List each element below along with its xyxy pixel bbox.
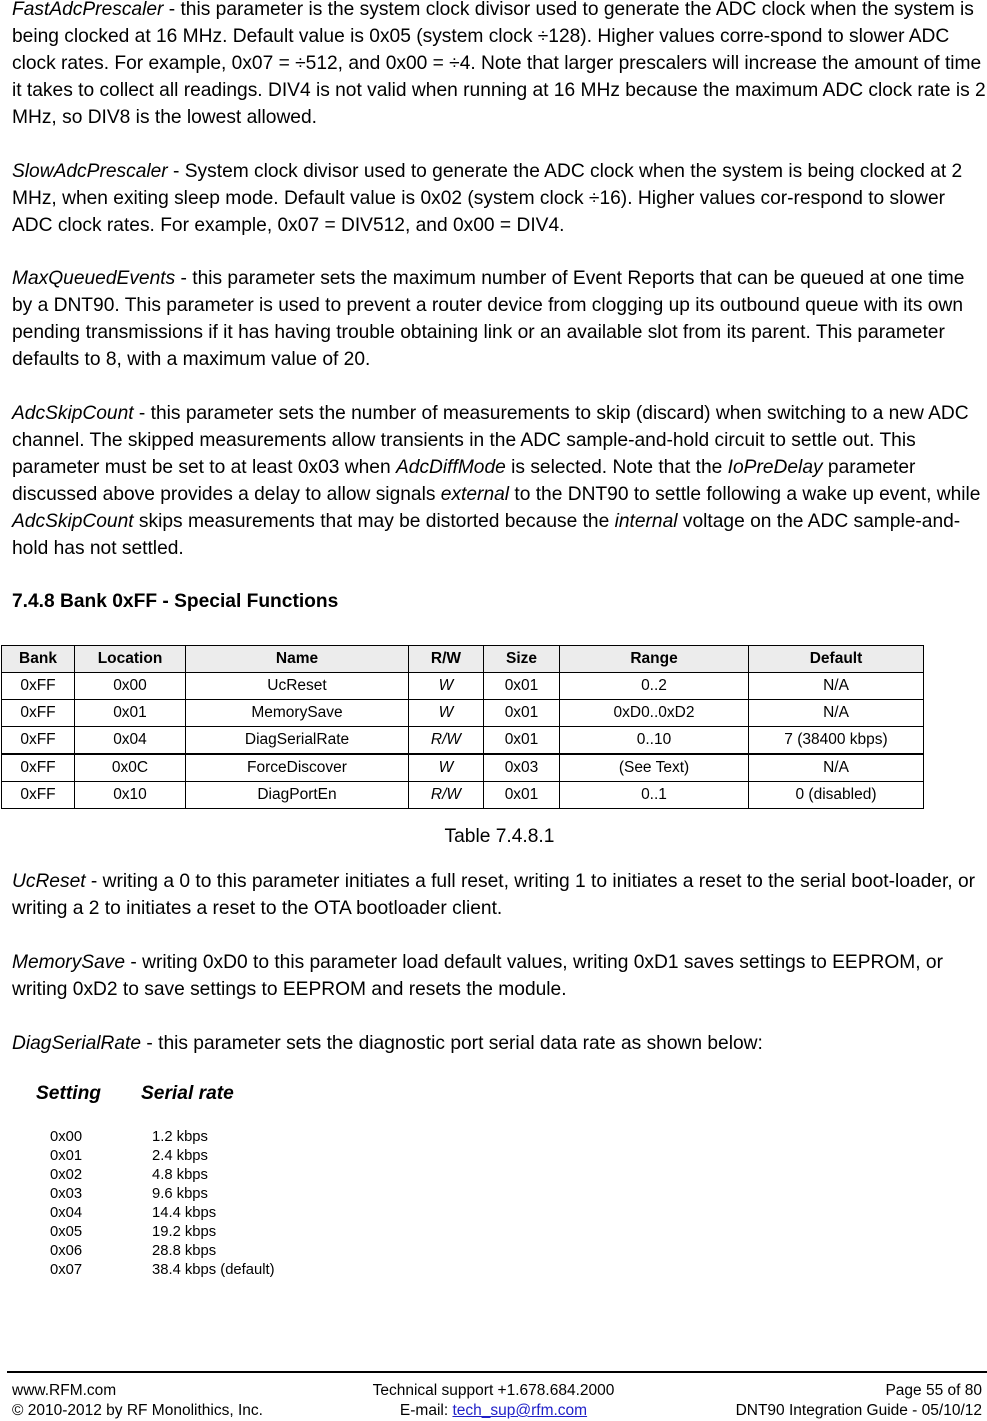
footer-divider [7, 1371, 987, 1373]
cell-name: DiagSerialRate [186, 727, 409, 755]
header-range: Range [560, 646, 749, 673]
cell-size: 0x03 [484, 754, 560, 782]
description-part: is selected. Note that the [505, 457, 728, 478]
cell-size: 0x01 [484, 782, 560, 809]
memory-save-paragraph [12, 949, 987, 1003]
cell-location: 0x10 [75, 782, 186, 809]
cell-rw: W [409, 673, 484, 700]
cell-bank: 0xFF [2, 727, 75, 755]
diag-serial-rate-paragraph [12, 1030, 987, 1057]
term: AdcSkipCount [12, 403, 134, 424]
description-part: voltage on the ADC sample-and-hold has not settled. [12, 511, 961, 559]
cell-name: UcReset [186, 673, 409, 700]
setting-value: 0x00 [50, 1129, 83, 1145]
description: - this parameter sets the diagnostic port serial data rate as shown below: [141, 1033, 763, 1054]
cell-size: 0x01 [484, 673, 560, 700]
list-item [50, 1147, 275, 1166]
table-row [2, 727, 924, 755]
description: - System clock divisor used to generate the ADC clock when the system is being clocked at 2 MHz, when exiting sleep mode. Default value is 0x02 (system clock ÷16). Higher values cor-respond to slower ADC clock rates. For example, 0x07 = DIV512, and 0x00 = DIV4. [12, 161, 963, 236]
term-ref: AdcSkipCount [12, 511, 134, 532]
page-number: Page 55 of 80 [885, 1382, 982, 1399]
slow-adc-prescaler-paragraph [12, 158, 987, 239]
header-name: Name [186, 646, 409, 673]
cell-range: 0..2 [560, 673, 749, 700]
cell-rw: W [409, 700, 484, 727]
term: FastAdcPrescaler [12, 0, 164, 20]
description-part: parameter discussed above provides a delay to allow signals [12, 457, 916, 505]
header-size: Size [484, 646, 560, 673]
support-phone: Technical support +1.678.684.2000 [372, 1382, 615, 1399]
header-default: Default [749, 646, 924, 673]
cell-location: 0x01 [75, 700, 186, 727]
table-row [2, 754, 924, 782]
email-label: E-mail: [399, 1402, 453, 1419]
term-ref: AdcDiffMode [395, 457, 506, 478]
cell-bank: 0xFF [2, 673, 75, 700]
rate-value: 28.8 kbps [152, 1243, 217, 1259]
fast-adc-prescaler-paragraph [12, 0, 987, 131]
setting-value: 0x03 [50, 1186, 83, 1202]
cell-name: MemorySave [186, 700, 409, 727]
max-queued-events-paragraph [12, 265, 987, 373]
cell-rw: R/W [409, 727, 484, 755]
rate-value: 9.6 kbps [152, 1186, 208, 1202]
website-link[interactable]: www.RFM.com [12, 1382, 117, 1399]
cell-rw: R/W [409, 782, 484, 809]
rate-value: 2.4 kbps [152, 1148, 208, 1164]
list-item [50, 1223, 275, 1242]
uc-reset-paragraph [12, 868, 987, 922]
rate-value: 19.2 kbps [152, 1224, 217, 1240]
adc-skip-count-paragraph [12, 400, 987, 562]
cell-bank: 0xFF [2, 700, 75, 727]
cell-range: 0xD0..0xD2 [560, 700, 749, 727]
rate-value: 4.8 kbps [152, 1167, 208, 1183]
emphasis: external [440, 484, 510, 505]
cell-name: DiagPortEn [186, 782, 409, 809]
cell-size: 0x01 [484, 727, 560, 755]
rate-value: 14.4 kbps [152, 1205, 217, 1221]
term: MemorySave [12, 952, 126, 973]
term-ref: IoPreDelay [727, 457, 823, 478]
document-title: DNT90 Integration Guide - 05/10/12 [735, 1402, 982, 1419]
rate-header-serial-rate: Serial rate [141, 1083, 234, 1104]
section-heading: 7.4.8 Bank 0xFF - Special Functions [12, 591, 339, 612]
description: - this parameter sets the maximum number of Event Reports that can be queued at one time by a DNT90. This parameter is used to prevent a router device from clogging up its outbound queue with its own pending transmissions if it has having trouble obtaining link or an available slot from its parent. This parameter defaults to 8, with a maximum value of 20. [12, 268, 965, 370]
cell-bank: 0xFF [2, 754, 75, 782]
cell-range: 0..10 [560, 727, 749, 755]
rate-value: 38.4 kbps (default) [152, 1262, 275, 1278]
description-part: - this parameter sets the number of measurements to skip (discard) when switching to a new ADC channel. The skipped measurements allow transients in the ADC sample-and-hold circuit to settle out. This parameter must be set to at least 0x03 when [12, 403, 969, 478]
cell-default: 0 (disabled) [749, 782, 924, 809]
setting-value: 0x01 [50, 1148, 83, 1164]
table-row [2, 700, 924, 727]
serial-rate-list [50, 1128, 275, 1280]
setting-value: 0x07 [50, 1262, 83, 1278]
list-item [50, 1166, 275, 1185]
email-link[interactable]: tech_sup@rfm.com [452, 1402, 588, 1419]
cell-default: N/A [749, 754, 924, 782]
cell-bank: 0xFF [2, 782, 75, 809]
cell-default: N/A [749, 700, 924, 727]
emphasis: internal [614, 511, 678, 532]
cell-location: 0x04 [75, 727, 186, 755]
cell-rw: W [409, 754, 484, 782]
list-item [50, 1261, 275, 1280]
table-row [2, 782, 924, 809]
term: DiagSerialRate [12, 1033, 142, 1054]
cell-default: N/A [749, 673, 924, 700]
bank-table [1, 645, 924, 809]
setting-value: 0x02 [50, 1167, 83, 1183]
list-item [50, 1242, 275, 1261]
cell-default: 7 (38400 kbps) [749, 727, 924, 755]
list-item [50, 1204, 275, 1223]
description: - writing 0xD0 to this parameter load default values, writing 0xD1 saves settings to EEPROM, or writing 0xD2 to save settings to EEPROM and resets the module. [12, 952, 943, 1000]
table-header-row [2, 646, 924, 673]
term: MaxQueuedEvents [12, 268, 176, 289]
table-row [2, 673, 924, 700]
list-item [50, 1185, 275, 1204]
term: UcReset [12, 871, 86, 892]
cell-location: 0x00 [75, 673, 186, 700]
description-part: to the DNT90 to settle following a wake up event, while [509, 484, 981, 505]
cell-size: 0x01 [484, 700, 560, 727]
rate-header-setting: Setting [36, 1083, 102, 1104]
header-bank: Bank [2, 646, 75, 673]
term: SlowAdcPrescaler [12, 161, 168, 182]
description-part: skips measurements that may be distorted because the [133, 511, 615, 532]
cell-range: 0..1 [560, 782, 749, 809]
cell-name: ForceDiscover [186, 754, 409, 782]
setting-value: 0x06 [50, 1243, 83, 1259]
table-caption: Table 7.4.8.1 [444, 826, 555, 847]
setting-value: 0x05 [50, 1224, 83, 1240]
description: - this parameter is the system clock divisor used to generate the ADC clock when the system is being clocked at 16 MHz. Default value is 0x05 (system clock ÷128). Higher values corre-spond to slower ADC clock rates. For example, 0x07 = ÷512, and 0x00 = ÷4. Note that larger prescalers will increase the amount of time it takes to collect all readings. DIV4 is not valid when running at 16 MHz because the maximum ADC clock rate is 2 MHz, so DIV8 is the lowest allowed. [12, 0, 986, 128]
setting-value: 0x04 [50, 1205, 83, 1221]
rate-value: 1.2 kbps [152, 1129, 208, 1145]
description: - writing a 0 to this parameter initiates a full reset, writing 1 to initiates a reset to the serial boot-loader, or writing a 2 to initiates a reset to the OTA bootloader client. [12, 871, 976, 919]
cell-range: (See Text) [560, 754, 749, 782]
header-rw: R/W [409, 646, 484, 673]
header-location: Location [75, 646, 186, 673]
list-item [50, 1128, 275, 1147]
cell-location: 0x0C [75, 754, 186, 782]
copyright: © 2010-2012 by RF Monolithics, Inc. [12, 1402, 263, 1419]
